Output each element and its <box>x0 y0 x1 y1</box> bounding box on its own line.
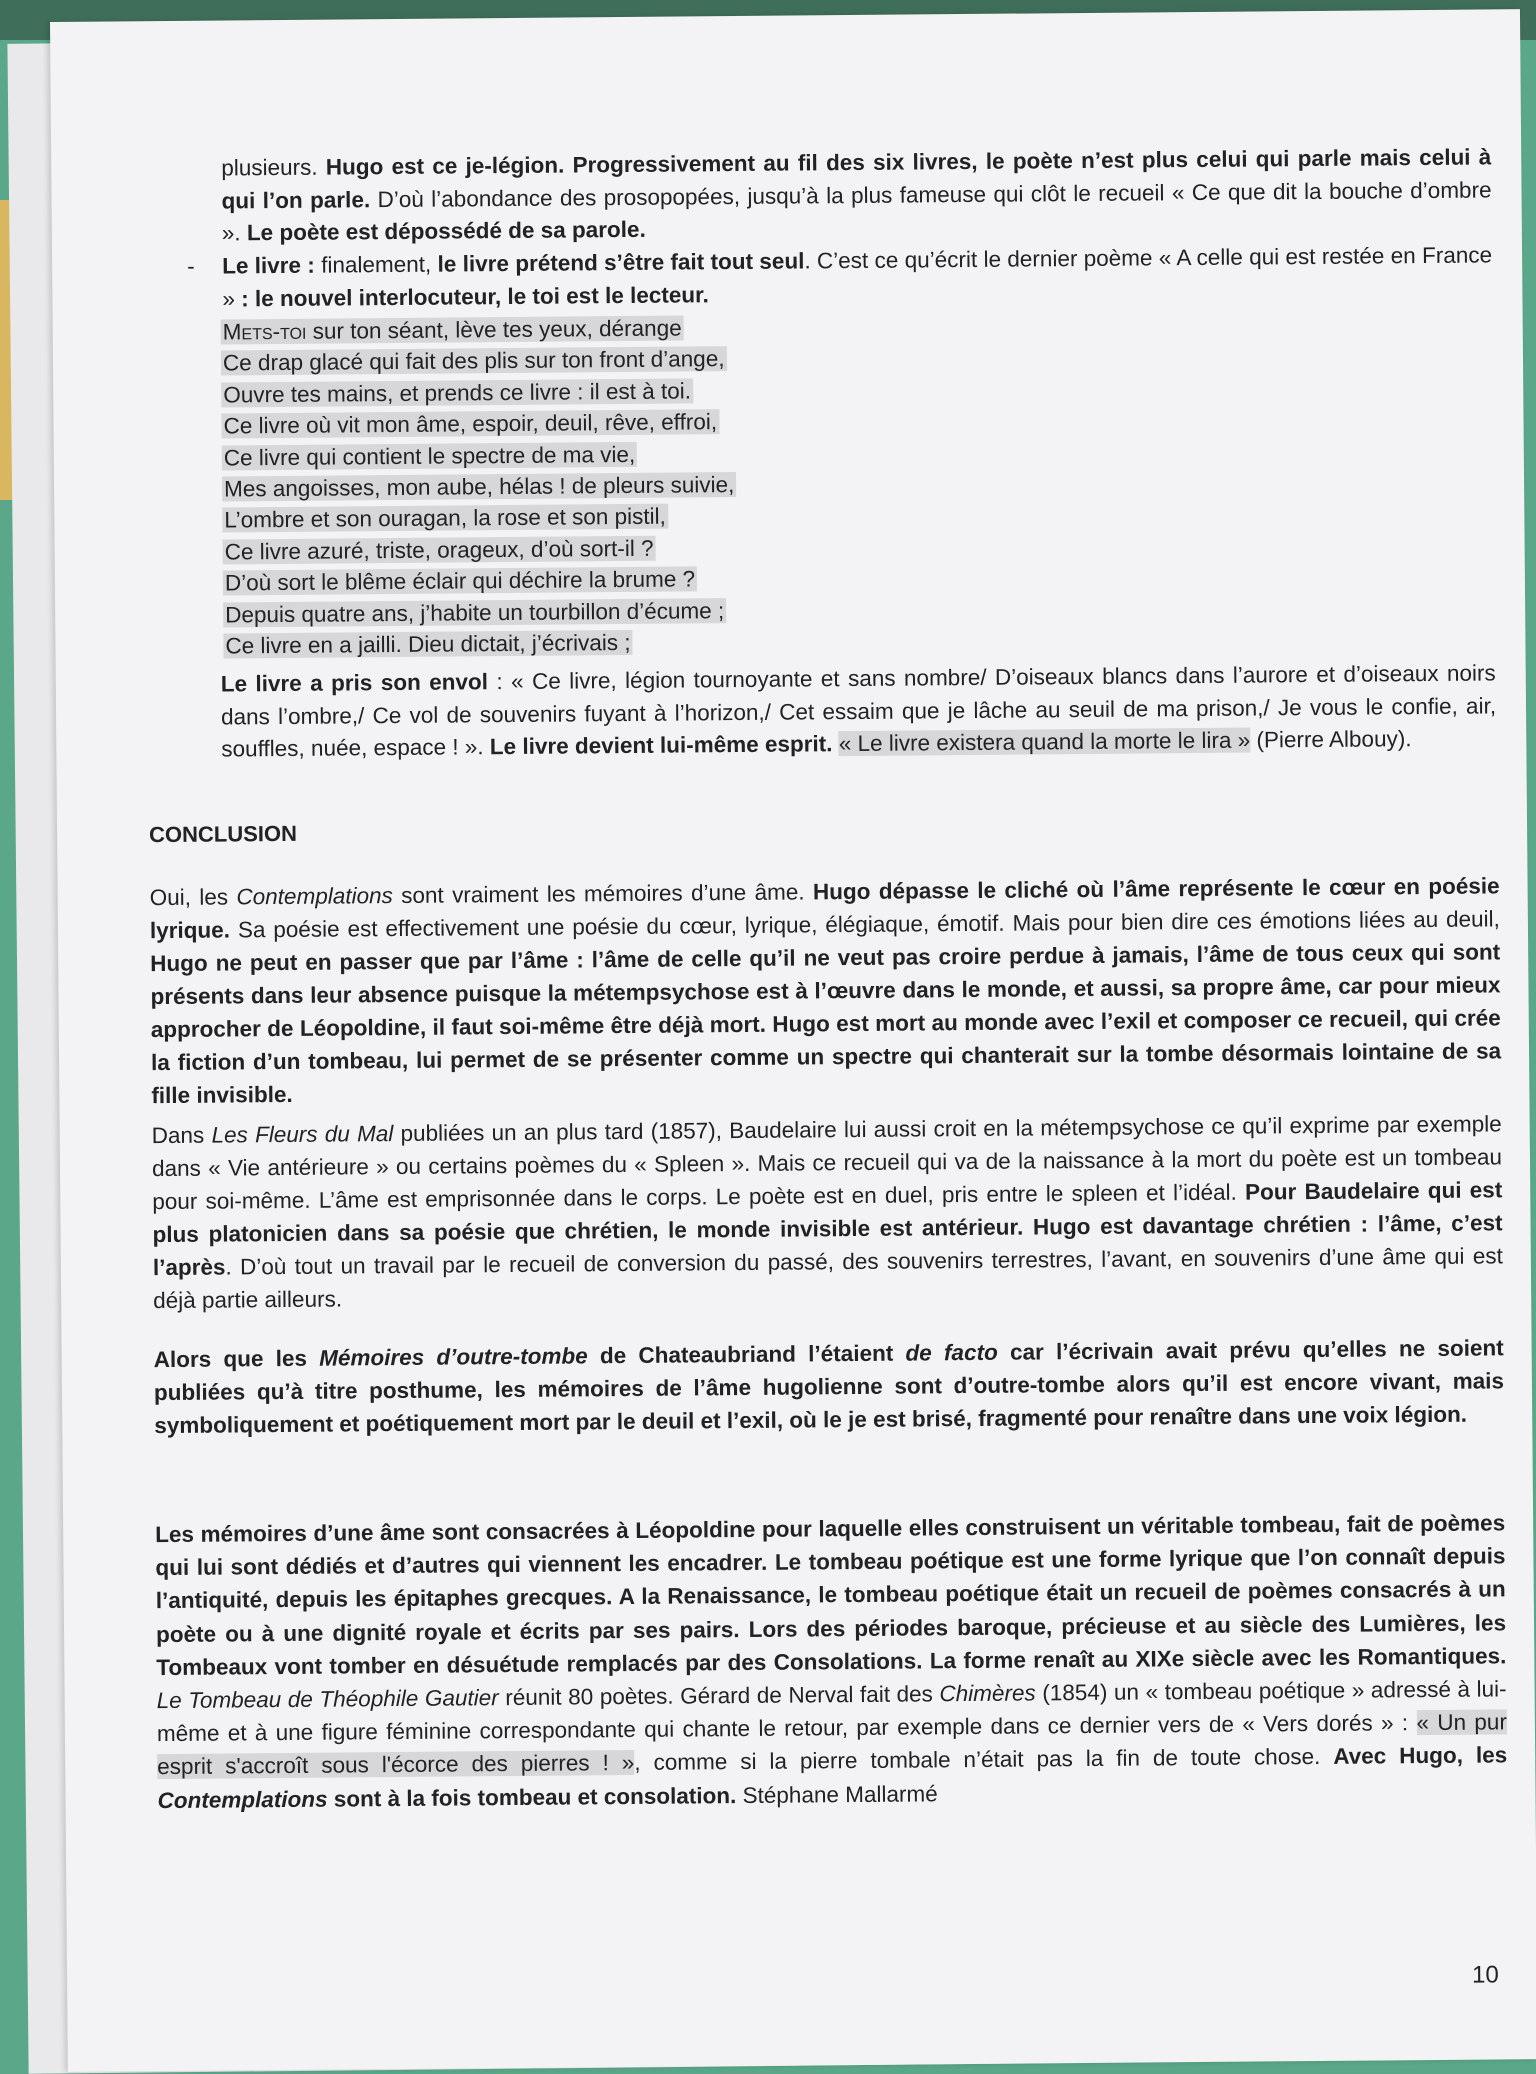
bullet-paragraph <box>222 239 1493 315</box>
poem-excerpt <box>221 311 824 662</box>
bullet-text: . C’est ce qu’écrit le dernier poème « A celle qui est restée en France » <box>222 242 1493 312</box>
nerval-quote: « Un pur esprit s'accroît sous l'écorce des pierres ! » <box>157 1709 1507 1780</box>
envol-citation: (Pierre Albouy). <box>1250 726 1412 753</box>
envol-paragraph <box>221 657 1497 766</box>
bullet-label: Le livre : <box>222 252 315 279</box>
conclusion-paragraph-4: Les mémoires d’une âme sont consacrées à Léopoldine pour laquelle elles construisent un véritable tombeau, fait de poèmes qui lui sont dédiés et d’autres qui viennent les encadrer. Le tombeau poétique est une forme lyrique que l’on connaît depuis l’antiquité, depuis les épitaphes grecques. A la Renaissance, le tombeau poétique était un recueil de poèmes consacrés à un poète ou à une dignité royale et écrits par ses pairs. Lors des périodes baroque, précieuse et au siècle des Lumières, les Tombeaux vont tomber en désuétude remplacés par des Consolations. La forme renaît au XIXe siècle avec les Romantiques. Le Tombeau de Théophile Gautier réunit 80 poètes. Gérard de Nerval fait des Chimères (1854) un « tombeau poétique » adressé à lui-même et à une figure féminine correspondante qui chante le retour, par exemple dans ce dernier vers de « Vers dorés » : « Un pur esprit s'accroît sous l'écorce des pierres ! », comme si la pierre tombale n’était pas la fin de toute chose. Avec Hugo, les Contemplations sont à la fois tombeau et consolation. Stéphane Mallarmé <box>155 1510 1508 1813</box>
bullet-dash: - <box>187 253 195 279</box>
poem-line: Ce livre en a jailli. Dieu dictait, j’écrivais ; <box>225 630 631 659</box>
poem-line: Ce livre où vit mon âme, espoir, deuil, rêve, effroi, <box>223 409 718 439</box>
page-number: 10 <box>1471 1961 1499 1989</box>
intro-text: D’où l’abondance des prosopopées, jusqu’à la plus fameuse qui clôt le recueil « Ce que dit la bouche d’ombre ». <box>221 176 1492 246</box>
envol-highlighted-quote: « Le livre existera quand la morte le lira » <box>838 727 1251 757</box>
bullet-text: finalement, <box>314 251 438 278</box>
poem-line: Ce livre azuré, triste, orageux, d’où sort-il ? <box>224 535 654 565</box>
poem-line: Mes angoisses, mon aube, hélas ! de pleurs suivie, <box>223 472 735 502</box>
intro-bold: Le poète est dépossédé de sa parole. <box>246 216 646 246</box>
intro-paragraph <box>221 141 1492 250</box>
poem-line: Ouvre tes mains, et prends ce livre : il est à toi. <box>223 378 692 408</box>
page-content <box>50 9 1536 2062</box>
poem-line <box>221 311 821 348</box>
intro-text: plusieurs. <box>221 154 326 181</box>
conclusion-paragraph-2: Dans Les Fleurs du Mal publiées un an plus tard (1857), Baudelaire lui aussi croit en la métempsychose ce qu’il exprime par exemple dans « Vie antérieure » ou certains poèmes du « Spleen ». Mais ce recueil qui va de la naissance à la mort du poète est un tombeau pour soi-même. L’âme est emprisonnée dans le corps. Le poète est en duel, pris entre le spleen et l’idéal. Pour Baudelaire qui est plus platonicien dans sa poésie que chrétien, le monde invisible est antérieur. Hugo est davantage chrétien : l’âme, c’est l’après. D’où tout un travail par le recueil de conversion du passé, des souvenirs terrestres, l’avant, en souvenirs d’une âme qui est déjà partie ailleurs. <box>151 1111 1503 1314</box>
poem-line: D’où sort le blême éclair qui déchire la brume ? <box>224 566 696 596</box>
envol-bold: Le livre a pris son envol <box>220 669 489 697</box>
bullet-bold: le livre prétend s’être fait tout seul <box>437 248 805 277</box>
poem-line: Ce drap glacé qui fait des plis sur ton front d’ange, <box>222 346 725 376</box>
poem-first-word: Mets-toi <box>222 318 307 345</box>
conclusion-paragraph-3: Alors que les Mémoires d’outre-tombe de Chateaubriand l’étaient de facto car l’écrivain avait prévu qu’elles ne soient publiées qu’à titre posthume, les mémoires de l’âme hugolienne sont d’outre-tombe alors qu’il est encore vivant, mais symboliquement et poétiquement mort par le deuil et l’exil, où le je est brisé, fragmenté pour renaître dans une voix légion. <box>153 1335 1505 1439</box>
poem-line: Ce livre qui contient le spectre de ma vie, <box>223 441 636 471</box>
bullet-bold: : le nouvel interlocuteur, le toi est le lecteur. <box>241 281 709 311</box>
envol-bold: Le livre devient lui-même esprit. <box>489 731 833 760</box>
envol-quote: : « Ce livre, légion tournoyante et sans nombre/ D’oiseaux blancs dans l’aurore et d’oiseaux noirs dans l’ombre,/ Ce vol de souvenirs fuyant à l’horizon,/ Cet essaim que je lâche au seuil de ma prison,/ Je vous le confie, air, souffles, nuée, espace ! ». <box>220 660 1497 762</box>
poem-line: L’ombre et son ouragan, la rose et son pistil, <box>224 504 666 533</box>
conclusion-heading: CONCLUSION <box>148 820 298 848</box>
intro-bold: Hugo est ce je-légion. Progressivement au fil des six livres, le poète n’est plus celui qui parle mais celui à qui l’on parle. <box>221 144 1492 214</box>
poem-line-text: sur ton séant, lève tes yeux, dérange <box>306 315 682 344</box>
poem-line: Depuis quatre ans, j’habite un tourbillon d’écume ; <box>225 597 725 628</box>
conclusion-paragraph-1: Oui, les Contemplations sont vraiment les mémoires d’une âme. Hugo dépasse le cliché où l’âme représente le cœur en poésie lyrique. Sa poésie est effectivement une poésie du cœur, lyrique, élégiaque, émotif. Mais pour bien dire ces émotions liées au deuil, Hugo ne peut en passer que par l’âme : l’âme de celle qu’il ne veut pas croire perdue à jamais, l’âme de tous ceux qui sont présents dans leur absence puisque la métempsychose est à l’œuvre dans le monde, et aussi, sa propre âme, car pour mieux approcher de Léopoldine, il faut soi-même être déjà mort. Hugo est mort au monde avec l’exil et composer ce recueil, qui crée la fiction d’un tombeau, lui permet de se présenter comme un spectre qui chanterait sur la tombe désormais lointaine de sa fille invisible. <box>149 873 1502 1109</box>
document-page <box>50 9 1536 2072</box>
